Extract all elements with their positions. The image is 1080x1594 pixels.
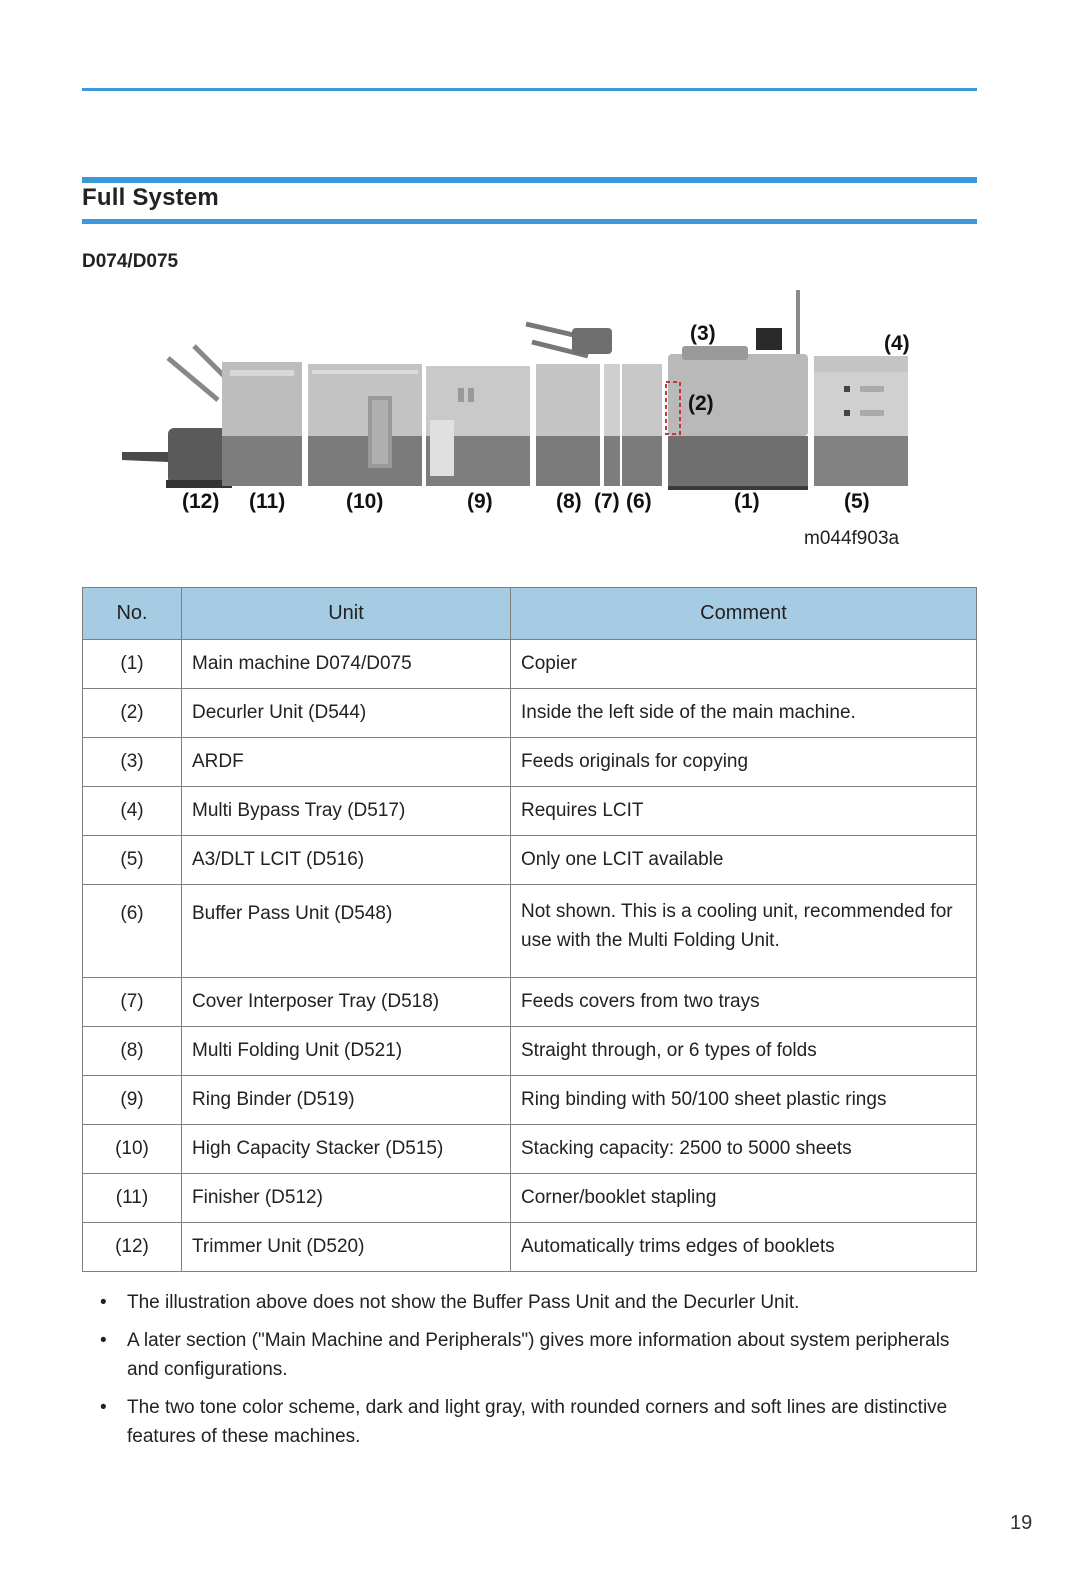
buffer-pass-drawing (622, 364, 662, 486)
stacker-drawing (308, 364, 422, 486)
row-unit: Cover Interposer Tray (D518) (182, 978, 511, 1027)
table-row (83, 1027, 977, 1076)
header-rule (82, 88, 977, 91)
row-unit: Multi Bypass Tray (D517) (182, 787, 511, 836)
table-row (83, 787, 977, 836)
main-machine-drawing (666, 290, 808, 490)
bullet-icon: • (100, 1292, 107, 1313)
section-bar-bottom (82, 219, 977, 224)
callout-11: (11) (249, 490, 286, 513)
header-unit: Unit (182, 588, 511, 640)
callout-12: (12) (182, 490, 220, 513)
row-unit: Ring Binder (D519) (182, 1076, 511, 1125)
row-comment: Requires LCIT (511, 787, 977, 836)
row-unit: Buffer Pass Unit (D548) (182, 885, 511, 978)
callout-1: (1) (734, 490, 760, 513)
trimmer-unit-drawing (122, 428, 232, 488)
row-comment: Corner/booklet stapling (511, 1174, 977, 1223)
row-comment: Copier (511, 640, 977, 689)
table-row (83, 1125, 977, 1174)
callout-8: (8) (556, 490, 582, 513)
note-item (100, 1288, 980, 1317)
callout-7: (7) (594, 490, 620, 513)
row-no: (12) (83, 1223, 182, 1272)
callout-2: (2) (688, 392, 714, 415)
row-no: (10) (83, 1125, 182, 1174)
notes-list (100, 1288, 980, 1460)
folding-unit-drawing (526, 324, 612, 486)
row-comment: Only one LCIT available (511, 836, 977, 885)
system-diagram (118, 290, 938, 570)
table-row (83, 1174, 977, 1223)
row-comment: Not shown. This is a cooling unit, recommended for use with the Multi Folding Unit. (511, 885, 977, 978)
row-no: (11) (83, 1174, 182, 1223)
row-no: (7) (83, 978, 182, 1027)
row-no: (5) (83, 836, 182, 885)
cover-interposer-drawing (604, 364, 620, 486)
note-item (100, 1393, 980, 1451)
callout-10: (10) (346, 490, 384, 513)
row-comment: Inside the left side of the main machine. (511, 689, 977, 738)
callout-4: (4) (884, 332, 910, 355)
callout-6: (6) (626, 490, 652, 513)
table-row (83, 689, 977, 738)
table-row (83, 836, 977, 885)
note-text: A later section ("Main Machine and Peripherals") gives more information about system peripherals and configurations. (127, 1330, 950, 1380)
row-no: (6) (83, 885, 182, 978)
row-unit: Finisher (D512) (182, 1174, 511, 1223)
row-unit: Multi Folding Unit (D521) (182, 1027, 511, 1076)
row-no: (4) (83, 787, 182, 836)
row-comment: Stacking capacity: 2500 to 5000 sheets (511, 1125, 977, 1174)
table-row (83, 640, 977, 689)
note-item (100, 1326, 980, 1384)
row-unit: High Capacity Stacker (D515) (182, 1125, 511, 1174)
callout-3: (3) (690, 322, 716, 345)
callout-9: (9) (467, 490, 493, 513)
row-unit: Trimmer Unit (D520) (182, 1223, 511, 1272)
bullet-icon: • (100, 1330, 107, 1351)
row-unit: ARDF (182, 738, 511, 787)
note-text: The illustration above does not show the Buffer Pass Unit and the Decurler Unit. (127, 1292, 800, 1313)
units-table (82, 587, 977, 1272)
table-row (83, 978, 977, 1027)
section-bar-top (82, 177, 977, 183)
page-number: 19 (1010, 1512, 1033, 1534)
row-unit: Main machine D074/D075 (182, 640, 511, 689)
ring-binder-drawing (426, 366, 530, 486)
table-row (83, 1223, 977, 1272)
callout-5: (5) (844, 490, 870, 513)
row-comment: Feeds covers from two trays (511, 978, 977, 1027)
header-comment: Comment (511, 588, 977, 640)
row-no: (3) (83, 738, 182, 787)
row-comment: Ring binding with 50/100 sheet plastic rings (511, 1076, 977, 1125)
table-header-row (83, 588, 977, 640)
row-unit: Decurler Unit (D544) (182, 689, 511, 738)
row-no: (8) (83, 1027, 182, 1076)
bullet-icon: • (100, 1397, 107, 1418)
header-no: No. (83, 588, 182, 640)
section-title: Full System (82, 184, 219, 211)
model-heading: D074/D075 (82, 251, 179, 272)
row-comment: Automatically trims edges of booklets (511, 1223, 977, 1272)
system-illustration (118, 290, 938, 570)
row-no: (2) (83, 689, 182, 738)
figure-id: m044f903a (804, 528, 900, 549)
note-text: The two tone color scheme, dark and light gray, with rounded corners and soft lines are distinctive features of these machines. (127, 1397, 948, 1447)
table-row (83, 738, 977, 787)
table-row (83, 885, 977, 978)
table-row (83, 1076, 977, 1125)
row-unit: A3/DLT LCIT (D516) (182, 836, 511, 885)
row-no: (9) (83, 1076, 182, 1125)
lcit-drawing (814, 356, 908, 486)
row-comment: Feeds originals for copying (511, 738, 977, 787)
row-no: (1) (83, 640, 182, 689)
row-comment: Straight through, or 6 types of folds (511, 1027, 977, 1076)
